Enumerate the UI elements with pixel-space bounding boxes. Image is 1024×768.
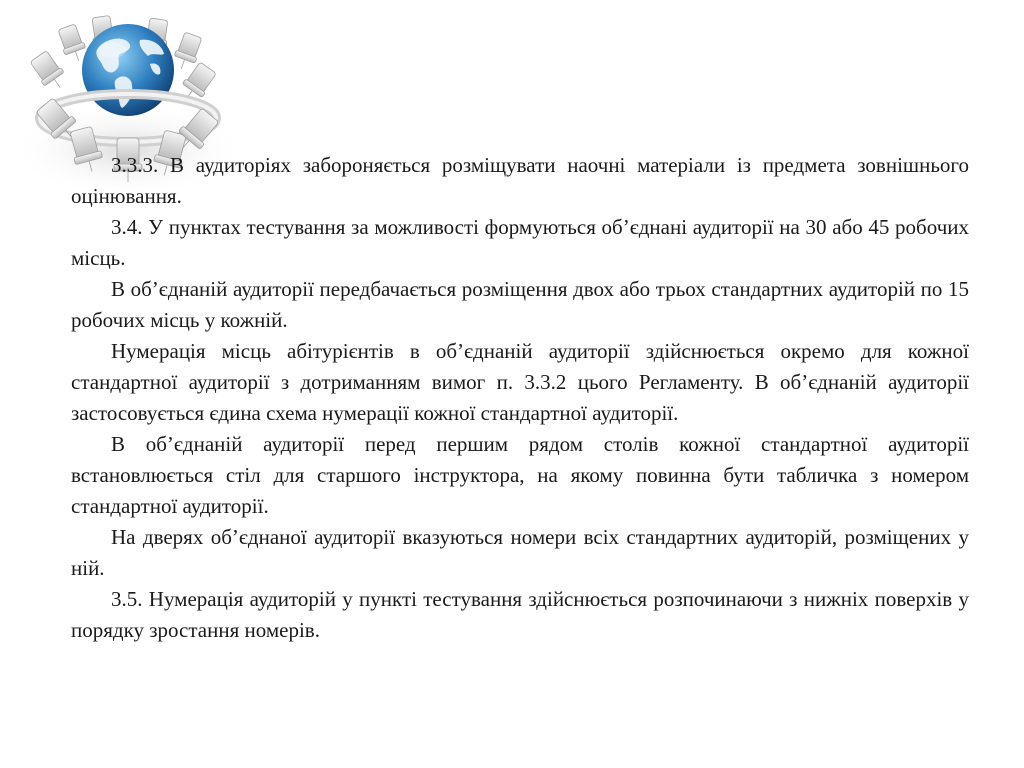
paragraph-3-3-3: 3.3.3. В аудиторіях забороняється розміщувати наочні матеріали із предмета зовнішнього оцінювання. [71, 153, 969, 208]
paragraph-instructor-table: В об’єднаній аудиторії перед першим рядом столів кожної стандартної аудиторії встановлюється стіл для старшого інструктора, на якому повинна бути табличка з номером стандартної аудиторії. [71, 432, 969, 518]
regulation-text [71, 150, 969, 646]
paragraph-seat-numbering: Нумерація місць абітурієнтів в об’єднаній аудиторії здійснюється окремо для кожної стандартної аудиторії з дотриманням вимог п. 3.3.2 цього Регламенту. В об’єднаній аудиторії застосовується єдина схема нумерації кожної стандартної аудиторії. [71, 339, 969, 425]
paragraph-3-5: 3.5. Нумерація аудиторій у пункті тестування здійснюється розпочинаючи з нижніх поверхів у порядку зростання номерів. [71, 587, 969, 642]
paragraph-combined-room: В об’єднаній аудиторії передбачається розміщення двох або трьох стандартних аудиторій по 15 робочих місць у кожній. [71, 277, 969, 332]
paragraph-door-numbers: На дверях об’єднаної аудиторії вказуються номери всіх стандартних аудиторій, розміщених у ній. [71, 525, 969, 580]
paragraph-3-4: 3.4. У пунктах тестування за можливості формуються об’єднані аудиторії на 30 або 45 робочих місць. [71, 215, 969, 270]
